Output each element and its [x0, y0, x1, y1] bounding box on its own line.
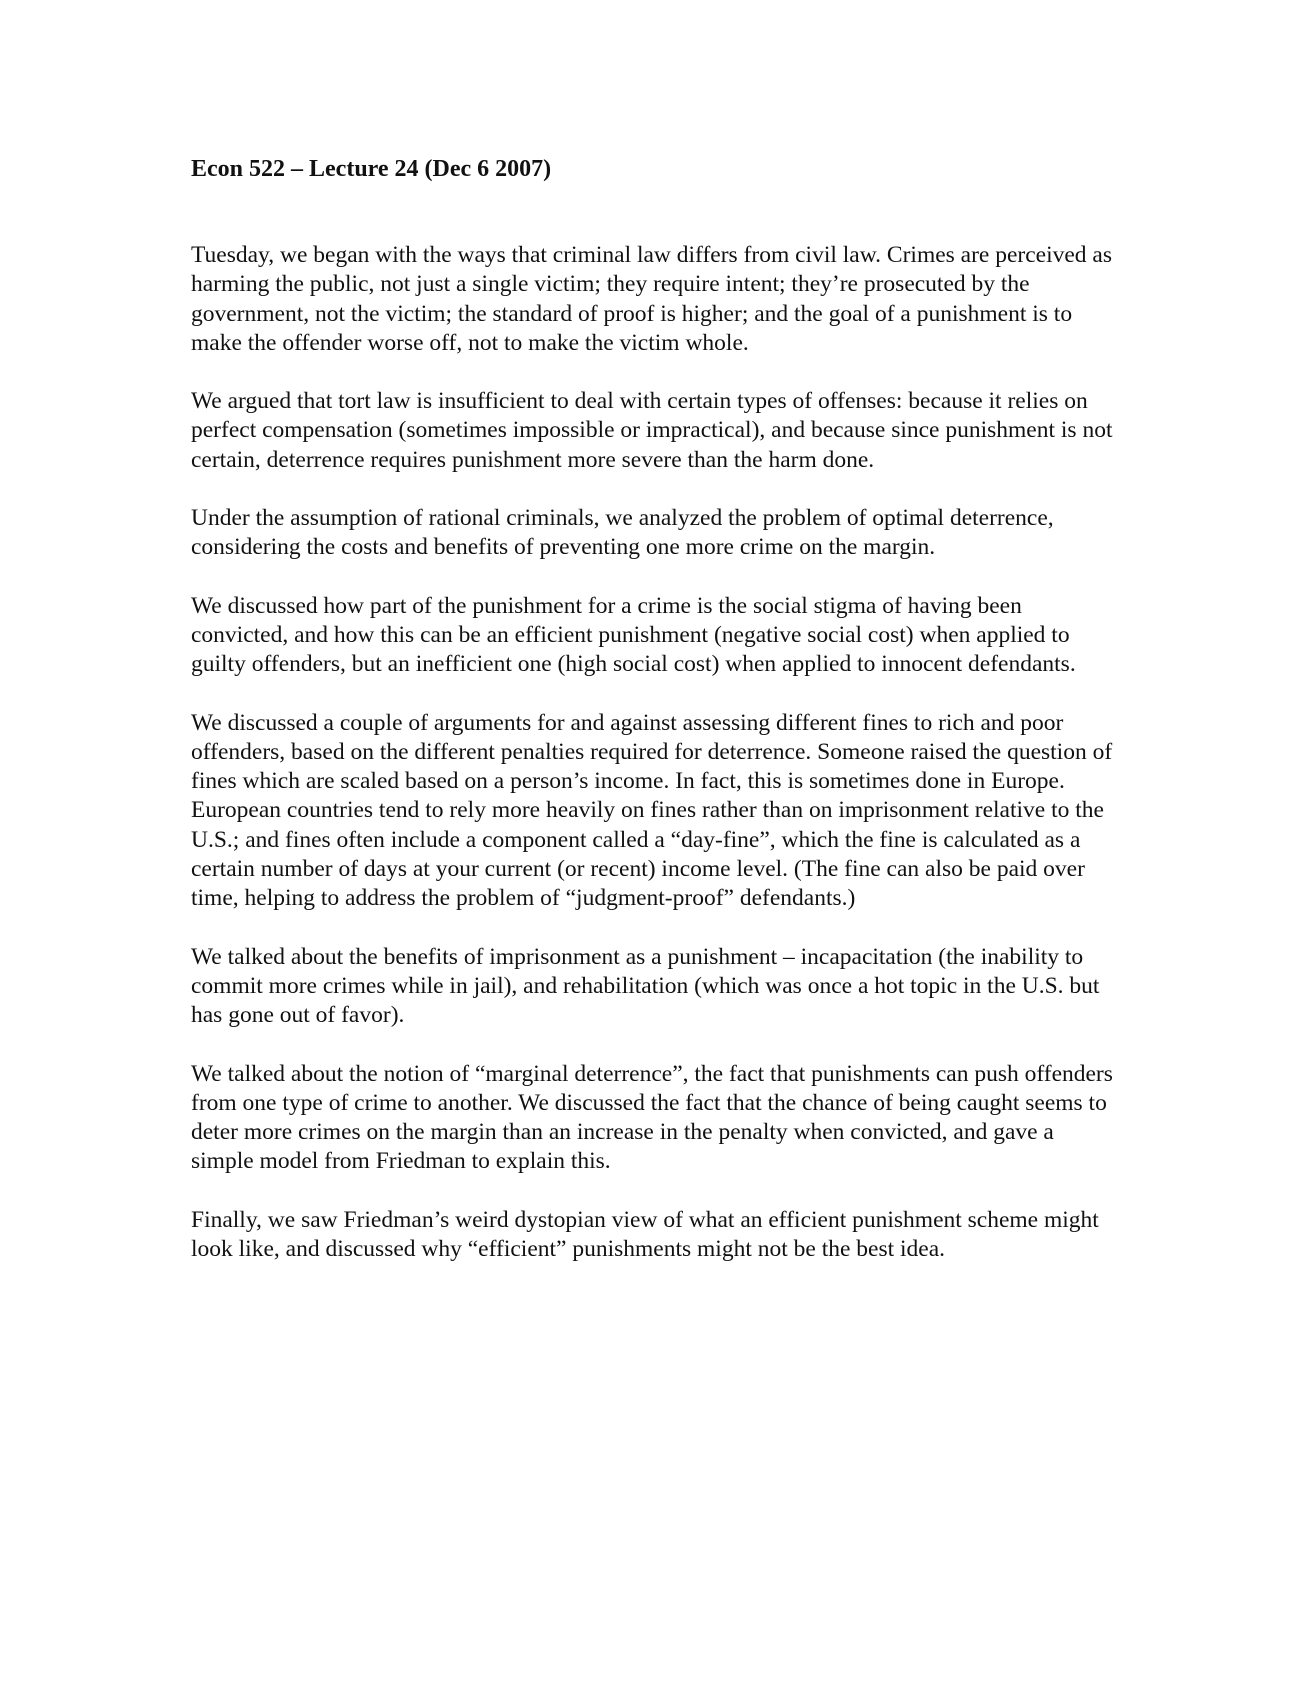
paragraph-marginal-deterrence: We talked about the notion of “marginal deterrence”, the fact that punishments can push offenders from one type of crime to another. We discussed the fact that the chance of being caught seems to deter more crimes on the margin than an increase in the penalty when convicted, and gave a simple model from Friedman to explain this. — [191, 1060, 1113, 1175]
paragraph-optimal-deterrence: Under the assumption of rational criminals, we analyzed the problem of optimal deterrence, considering the costs and benefits of preventing one more crime on the margin. — [191, 505, 1054, 561]
paragraph-social-stigma: We discussed how part of the punishment for a crime is the social stigma of having been convicted, and how this can be an efficient punishment (negative social cost) when applied to guilty offenders, but an inefficient one (high social cost) when applied to innocent defendants. — [191, 592, 1076, 678]
paragraph-efficient-punishment: Finally, we saw Friedman’s weird dystopian view of what an efficient punishment scheme might look like, and discussed why “efficient” punishments might not be the best idea. — [191, 1206, 1099, 1263]
paragraph-criminal-vs-civil-law: Tuesday, we began with the ways that criminal law differs from civil law. Crimes are perceived as harming the public, not just a single victim; they require intent; they’re prosecuted by the government, not the victim; the standard of proof is higher; and the goal of a punishment is to make the offender worse off, not to make the victim whole. — [191, 242, 1113, 356]
paragraph-fines-rich-poor: We discussed a couple of arguments for and against assessing different fines to rich and poor offenders, based on the different penalties required for deterrence. Someone raised the question of fines which are scaled based on a person’s income. In fact, this is sometimes done in Europe. European countries tend to rely more heavily on fines rather than on imprisonment relative to the U.S.; and fines often include a component called a “day-fine”, which the fine is calculated as a certain number of days at your current (or recent) income level. (The fine can also be paid over time, helping to address the problem of “judgment-proof” defendants.) — [191, 709, 1113, 912]
paragraph-imprisonment-benefits: We talked about the benefits of imprisonment as a punishment – incapacitation (the inability to commit more crimes while in jail), and rehabilitation (which was once a hot topic in the U.S. but has gone out of favor). — [191, 943, 1100, 1029]
document-title: Econ 522 – Lecture 24 (Dec 6 2007) — [191, 156, 552, 182]
paragraph-tort-law-insufficient: We argued that tort law is insufficient to deal with certain types of offenses: because it relies on perfect compensation (sometimes impossible or impractical), and because since punishment is not certain, deterrence requires punishment more severe than the harm done. — [191, 388, 1113, 473]
document-body — [191, 154, 1121, 1293]
